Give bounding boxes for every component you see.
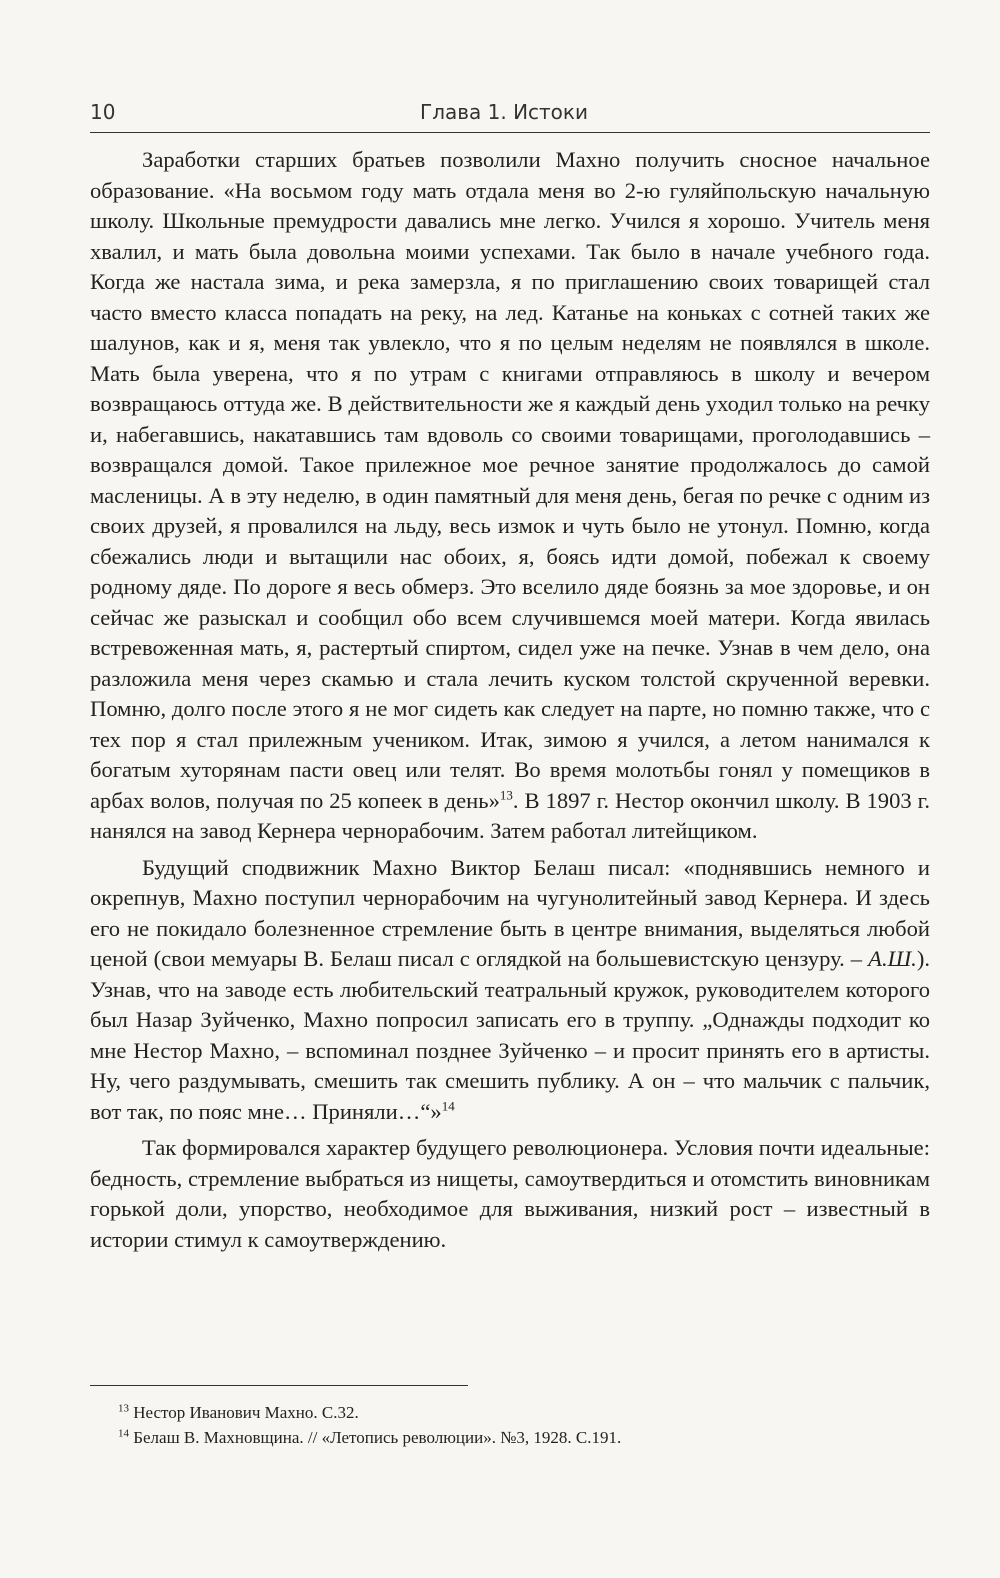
footnote-14 [118, 1425, 930, 1450]
author-initials: А.Ш. [868, 946, 917, 971]
paragraph-1-tail: . В 1897 г. Нестор окончил школу. В 1903 г. нанялся на завод Кернера чернорабочим. Затем работал литейщиком. [90, 787, 930, 843]
footnote-number: 13 [118, 1402, 129, 1415]
footnote-number: 14 [118, 1427, 129, 1440]
footnote-text: Белаш В. Махновщина. // «Летопись революции». №3, 1928. С.191. [129, 1428, 622, 1447]
page-number: 10 [90, 100, 116, 124]
body-text [90, 145, 930, 1255]
paragraph-2-text: Будущий сподвижник Махно Виктор Белаш писал: «поднявшись немного и окрепнув, Махно поступил чернорабочим на чугунолитейный завод Кернера. И здесь его не покидало болезненное стремление быть в центре внимания, выделяться любой ценой (свои мемуары В. Белаш писал с оглядкой на большевистскую цензуру. – [90, 854, 930, 971]
footnote-13 [118, 1400, 930, 1425]
running-title: Глава 1. Истоки [420, 100, 588, 124]
paragraph-1 [90, 145, 930, 847]
footnote-ref-14[interactable]: 14 [441, 1097, 455, 1113]
paragraph-1-text: Заработки старших братьев позволили Махно получить сносное начальное образование. «На восьмом году мать отдала меня во 2-ю гуляйпольскую начальную школу. Школьные премудрости давались мне легко. Учился я хорошо. Учитель меня хвалил, и мать была довольна моими успехами. Так было в начале учебного года. Когда же настала зима, и река замерзла, я по приглашению своих товарищей стал часто вместо класса попадать на реку, на лед. Катанье на коньках с сотней таких же шалунов, как и я, меня так увлекло, что я по целым неделям не появлялся в школе. Мать была уверена, что я по утрам с книгами отправляюсь в школу и вечером возвращаюсь оттуда же. В действительности же я каждый день уходил только на речку и, набегавшись, накатавшись там вдоволь со своими товарищами, проголодавшись – возвращался домой. Такое прилежное мое речное занятие продолжалось до самой масленицы. А в эту неделю, в один памятный для меня день, бегая по речке с одним из своих друзей, я провалился на льду, весь измок и чуть было не утонул. Помню, когда сбежались люди и вытащили нас обоих, я, боясь идти домой, побежал к своему родному дяде. По дороге я весь обмерз. Это вселило дяде боязнь за мое здоровье, и он сейчас же разыскал и сообщил обо всем случившемся моей матери. Когда явилась встревоженная мать, я, растертый спиртом, сидел уже на печке. Узнав в чем дело, она разложила меня через скамью и стала лечить куском толстой скрученной веревки. Помню, долго после этого я не мог сидеть как следует на парте, но помню также, что с тех пор я стал прилежным учеником. Итак, зимою я учился, а летом нанимался к богатым хуторянам пасти овец или телят. Во время молотьбы гонял у помещиков в арбах волов, получая по 25 копеек в день» [90, 147, 930, 813]
page-header [90, 96, 930, 133]
footnote-ref-13[interactable]: 13 [499, 786, 513, 802]
paragraph-2 [90, 853, 930, 1128]
paragraph-3-text: Так формировался характер будущего революционера. Условия почти идеальные: бедность, стремление выбраться из нищеты, самоутвердиться и отомстить виновникам горькой доли, упорство, необходимое для выживания, низкий рост – известный в истории стимул к самоутверждению. [90, 1135, 930, 1252]
paragraph-3 [90, 1133, 930, 1255]
footnotes [118, 1400, 930, 1450]
footnote-divider [90, 1385, 468, 1386]
paragraph-2-tail: ). Узнав, что на заводе есть любительский театральный кружок, руководителем которого был Назар Зуйченко, Махно попросил записать его в труппу. „Однажды подходит ко мне Нестор Махно, – вспоминал позднее Зуйченко – и просит принять его в артисты. Ну, чего раздумывать, смешить так смешить публику. А он – что мальчик с пальчик, вот так, по пояс мне… Приняли…“» [90, 946, 930, 1124]
footnote-text: Нестор Иванович Махно. С.32. [129, 1403, 359, 1422]
